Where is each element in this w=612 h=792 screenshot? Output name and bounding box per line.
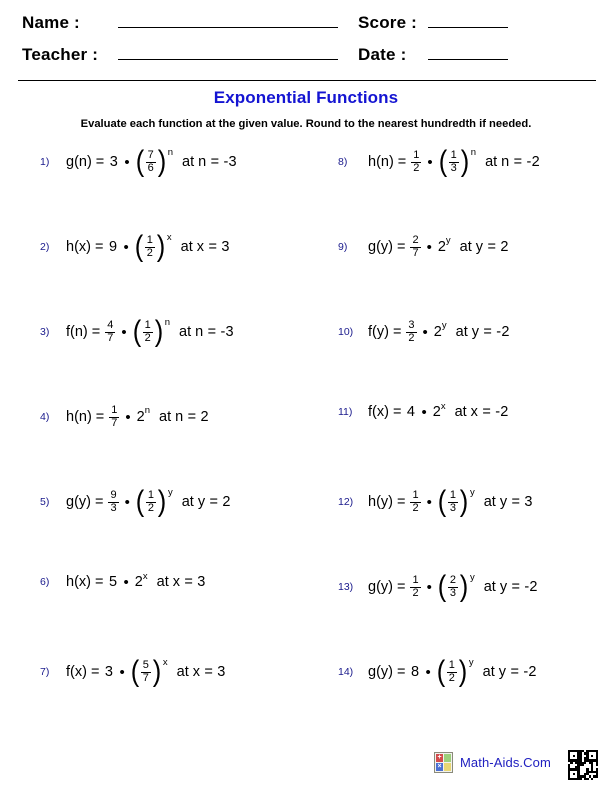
problem-item — [338, 485, 533, 519]
fraction-numerator: 1 — [111, 404, 118, 416]
function-name: h(y) — [368, 493, 393, 510]
equals-sign: = — [397, 153, 407, 170]
at-label: at — [182, 153, 195, 170]
fraction — [448, 575, 458, 599]
problem-number: 13) — [338, 580, 354, 593]
problem-number: 3) — [40, 325, 50, 338]
fraction — [145, 235, 155, 259]
paren-left: ( — [437, 570, 447, 604]
exponent: y — [441, 320, 447, 332]
equals-sign: = — [94, 238, 104, 255]
exponent: n — [164, 317, 171, 329]
at-value: n = -3 — [198, 153, 237, 170]
paren-left: ( — [436, 655, 446, 689]
multiply-dot: • — [426, 578, 432, 596]
fraction-numerator: 3 — [408, 319, 415, 331]
function-name: f(x) — [66, 663, 87, 680]
at-value: x = 3 — [172, 574, 206, 591]
header-row-name-score — [22, 8, 590, 38]
at-value: n = 2 — [175, 408, 209, 425]
function-name: f(x) — [368, 404, 389, 421]
fraction-numerator: 1 — [144, 319, 151, 331]
coefficient: 4 — [406, 404, 415, 421]
paren-left: ( — [135, 485, 145, 519]
fraction-denominator: 2 — [147, 501, 154, 514]
problem-item — [40, 485, 231, 519]
fraction-numerator: 1 — [449, 489, 456, 501]
function-name: g(y) — [368, 238, 393, 255]
function-name: h(x) — [66, 574, 91, 591]
fraction-denominator: 7 — [142, 671, 149, 684]
problem-expression — [368, 400, 509, 421]
problem-number: 4) — [40, 410, 50, 423]
fraction-denominator: 2 — [146, 246, 153, 259]
name-input-line[interactable] — [118, 27, 338, 28]
paren-right: ) — [152, 655, 162, 689]
multiply-dot: • — [422, 323, 428, 341]
worksheet-footer — [0, 748, 612, 792]
power-term — [134, 570, 148, 591]
equals-sign: = — [392, 404, 402, 421]
fraction — [146, 150, 156, 174]
exponent: n — [470, 147, 477, 159]
paren-left: ( — [437, 485, 447, 519]
equals-sign: = — [396, 493, 406, 510]
fraction-denominator: 2 — [413, 161, 420, 174]
fraction-denominator: 2 — [144, 331, 151, 344]
fraction — [449, 150, 459, 174]
problem-expression — [368, 235, 509, 259]
teacher-input-line[interactable] — [118, 59, 338, 60]
problem-number: 6) — [40, 576, 50, 589]
paren-right: ) — [459, 485, 469, 519]
fraction-denominator: 7 — [107, 331, 114, 344]
date-label: Date : — [358, 45, 407, 64]
problem-item — [338, 145, 540, 179]
multiply-dot: • — [124, 493, 130, 511]
instructions-text: Evaluate each function at the given value. Round to the nearest hundredth if needed. — [80, 118, 532, 130]
function-name: g(y) — [66, 493, 91, 510]
problem-number: 12) — [338, 495, 354, 508]
at-value: x = 3 — [196, 238, 230, 255]
multiply-dot: • — [425, 663, 431, 681]
equals-sign: = — [91, 323, 101, 340]
at-value: x = -2 — [470, 404, 509, 421]
fraction-denominator: 7 — [412, 246, 419, 259]
at-label: at — [483, 578, 496, 595]
multiply-dot: • — [426, 493, 432, 511]
function-name: h(n) — [66, 408, 92, 425]
exponent: n — [167, 147, 174, 159]
paren-left: ( — [132, 315, 141, 349]
problem-expression — [368, 320, 510, 344]
multiply-dot: • — [427, 153, 433, 171]
at-label: at — [181, 493, 194, 510]
at-label: at — [176, 663, 189, 680]
exponent: x — [142, 570, 148, 582]
problem-number: 14) — [338, 665, 354, 678]
at-value: y = 2 — [475, 238, 509, 255]
problem-expression — [66, 405, 209, 429]
problem-number: 7) — [40, 665, 50, 678]
at-label: at — [455, 323, 468, 340]
exponent: y — [469, 487, 475, 499]
problem-number: 11) — [338, 406, 353, 419]
at-label: at — [156, 574, 169, 591]
score-label: Score : — [358, 13, 418, 32]
fraction — [143, 320, 153, 344]
equals-sign: = — [396, 663, 406, 680]
paren-right: ) — [157, 145, 166, 179]
exponent: y — [445, 235, 451, 247]
problem-item — [40, 405, 209, 429]
exponent: x — [166, 232, 172, 244]
problem-expression — [66, 315, 234, 349]
power-base: 2 — [437, 238, 446, 255]
qr-cell — [596, 778, 598, 780]
power-term — [130, 655, 168, 689]
paren-right: ) — [156, 230, 166, 264]
problem-item — [40, 230, 230, 264]
power-term — [437, 235, 451, 255]
fraction — [146, 490, 156, 514]
problem-number: 1) — [40, 155, 50, 168]
fraction-denominator: 6 — [147, 161, 154, 174]
problem-expression — [368, 485, 533, 519]
power-term — [432, 400, 446, 421]
brand[interactable] — [434, 752, 551, 773]
name-label: Name : — [22, 13, 80, 32]
paren-left: ( — [130, 655, 139, 689]
fraction-numerator: 1 — [147, 489, 154, 501]
power-term — [135, 145, 174, 179]
fraction — [108, 490, 118, 514]
score-input-line[interactable] — [428, 27, 508, 28]
at-label: at — [482, 663, 495, 680]
equals-sign: = — [94, 493, 104, 510]
function-name: f(y) — [368, 323, 389, 340]
function-name: g(n) — [66, 153, 92, 170]
fraction-numerator: 1 — [412, 574, 419, 586]
exponent: x — [440, 400, 446, 412]
at-value: x = 3 — [192, 663, 226, 680]
header-divider — [18, 80, 596, 81]
equals-sign: = — [396, 238, 406, 255]
fraction — [105, 320, 115, 344]
at-label: at — [180, 238, 193, 255]
equals-sign: = — [396, 578, 406, 595]
problem-expression — [66, 485, 231, 519]
fraction — [447, 660, 457, 684]
fraction-numerator: 1 — [450, 149, 457, 161]
fraction — [109, 405, 119, 429]
multiply-dot: • — [124, 153, 130, 171]
problem-expression — [368, 655, 537, 689]
fraction-denominator: 2 — [448, 671, 455, 684]
function-name: f(n) — [66, 323, 88, 340]
fraction — [411, 150, 421, 174]
problem-item — [40, 315, 234, 349]
power-term — [132, 315, 171, 349]
qr-code-icon — [568, 750, 598, 780]
problem-number: 10) — [338, 325, 354, 338]
exponent: n — [144, 405, 151, 417]
power-term — [437, 485, 475, 519]
power-term — [433, 320, 447, 340]
fraction-numerator: 4 — [107, 319, 114, 331]
fraction-numerator: 2 — [412, 234, 419, 246]
coefficient: 8 — [410, 663, 420, 680]
power-base: 2 — [433, 323, 442, 340]
fraction-numerator: 1 — [412, 489, 419, 501]
paren-right: ) — [458, 655, 468, 689]
fraction — [406, 320, 416, 344]
problem-number: 8) — [338, 155, 348, 168]
at-value: n = -2 — [501, 153, 540, 170]
problem-expression — [66, 145, 237, 179]
problem-item — [338, 655, 537, 689]
fraction-numerator: 7 — [147, 149, 154, 161]
exponent: x — [162, 657, 168, 669]
problem-number: 5) — [40, 495, 50, 508]
fraction — [141, 660, 151, 684]
at-value: y = -2 — [499, 578, 538, 595]
at-label: at — [483, 493, 496, 510]
coefficient: 3 — [104, 663, 113, 680]
fraction-numerator: 9 — [110, 489, 117, 501]
function-name: g(y) — [368, 578, 393, 595]
at-label: at — [179, 323, 192, 340]
multiply-dot: • — [426, 238, 432, 256]
fraction-denominator: 2 — [412, 501, 419, 514]
function-name: h(x) — [66, 238, 91, 255]
at-value: n = -3 — [195, 323, 234, 340]
multiply-dot: • — [121, 323, 127, 341]
power-term — [134, 230, 172, 264]
at-value: y = 2 — [197, 493, 231, 510]
function-name: g(y) — [368, 663, 393, 680]
paren-left: ( — [134, 230, 144, 264]
equals-sign: = — [95, 408, 105, 425]
problem-number: 9) — [338, 240, 348, 253]
at-value: y = 3 — [499, 493, 533, 510]
fraction — [410, 235, 420, 259]
exponent: y — [469, 572, 475, 584]
problem-item — [338, 570, 538, 604]
equals-sign: = — [95, 153, 105, 170]
function-name: h(n) — [368, 153, 394, 170]
paren-right: ) — [154, 315, 163, 349]
fraction-numerator: 1 — [448, 659, 455, 671]
fraction-denominator: 3 — [449, 501, 456, 514]
at-label: at — [159, 408, 172, 425]
coefficient: 5 — [108, 574, 118, 591]
multiply-dot: • — [125, 408, 131, 426]
at-value: y = -2 — [498, 663, 537, 680]
power-base: 2 — [134, 574, 143, 591]
power-term — [438, 145, 477, 179]
fraction-denominator: 3 — [110, 501, 117, 514]
power-term — [437, 570, 475, 604]
paren-right: ) — [460, 145, 470, 179]
power-base: 2 — [136, 408, 145, 425]
equals-sign: = — [90, 663, 100, 680]
at-label: at — [485, 153, 498, 170]
problem-item — [40, 145, 237, 179]
calculator-icon: + × — [434, 752, 453, 773]
problem-expression — [368, 570, 538, 604]
worksheet-header — [0, 0, 612, 80]
fraction-denominator: 2 — [412, 586, 419, 599]
power-base: 2 — [432, 404, 441, 421]
problem-expression — [66, 570, 206, 591]
problem-item — [338, 320, 510, 344]
multiply-dot: • — [123, 238, 129, 256]
brand-label: Math-Aids.Com — [460, 755, 551, 770]
fraction-denominator: 7 — [111, 416, 118, 429]
at-value: y = -2 — [471, 323, 510, 340]
exponent: y — [468, 657, 474, 669]
power-term — [436, 655, 474, 689]
problem-expression — [66, 655, 226, 689]
equals-sign: = — [94, 574, 104, 591]
paren-right: ) — [157, 485, 167, 519]
paren-left: ( — [438, 145, 447, 179]
date-input-line[interactable] — [428, 59, 508, 60]
at-label: at — [454, 404, 467, 421]
coefficient: 3 — [109, 153, 118, 170]
fraction-denominator: 2 — [408, 331, 415, 344]
power-term — [135, 485, 173, 519]
fraction-numerator: 5 — [142, 659, 149, 671]
problem-item — [338, 400, 509, 421]
fraction — [410, 490, 420, 514]
paren-left: ( — [135, 145, 144, 179]
page-title: Exponential Functions — [213, 88, 399, 107]
exponent: y — [167, 487, 173, 499]
at-label: at — [459, 238, 472, 255]
header-row-teacher-date — [22, 40, 590, 70]
problem-item — [40, 655, 226, 689]
problem-expression — [368, 145, 540, 179]
fraction-denominator: 3 — [449, 586, 456, 599]
fraction-numerator: 1 — [413, 149, 420, 161]
equals-sign: = — [392, 323, 402, 340]
multiply-dot: • — [123, 574, 129, 591]
power-term — [136, 405, 151, 425]
fraction — [410, 575, 420, 599]
fraction — [448, 490, 458, 514]
fraction-denominator: 3 — [450, 161, 457, 174]
problem-expression — [66, 230, 230, 264]
problem-item — [40, 570, 206, 591]
problem-number: 2) — [40, 240, 50, 253]
multiply-dot: • — [421, 404, 427, 421]
teacher-label: Teacher : — [22, 45, 99, 64]
fraction-numerator: 1 — [146, 234, 153, 246]
paren-right: ) — [459, 570, 469, 604]
problem-item — [338, 235, 509, 259]
coefficient: 9 — [108, 238, 118, 255]
multiply-dot: • — [119, 663, 125, 681]
fraction-numerator: 2 — [449, 574, 456, 586]
